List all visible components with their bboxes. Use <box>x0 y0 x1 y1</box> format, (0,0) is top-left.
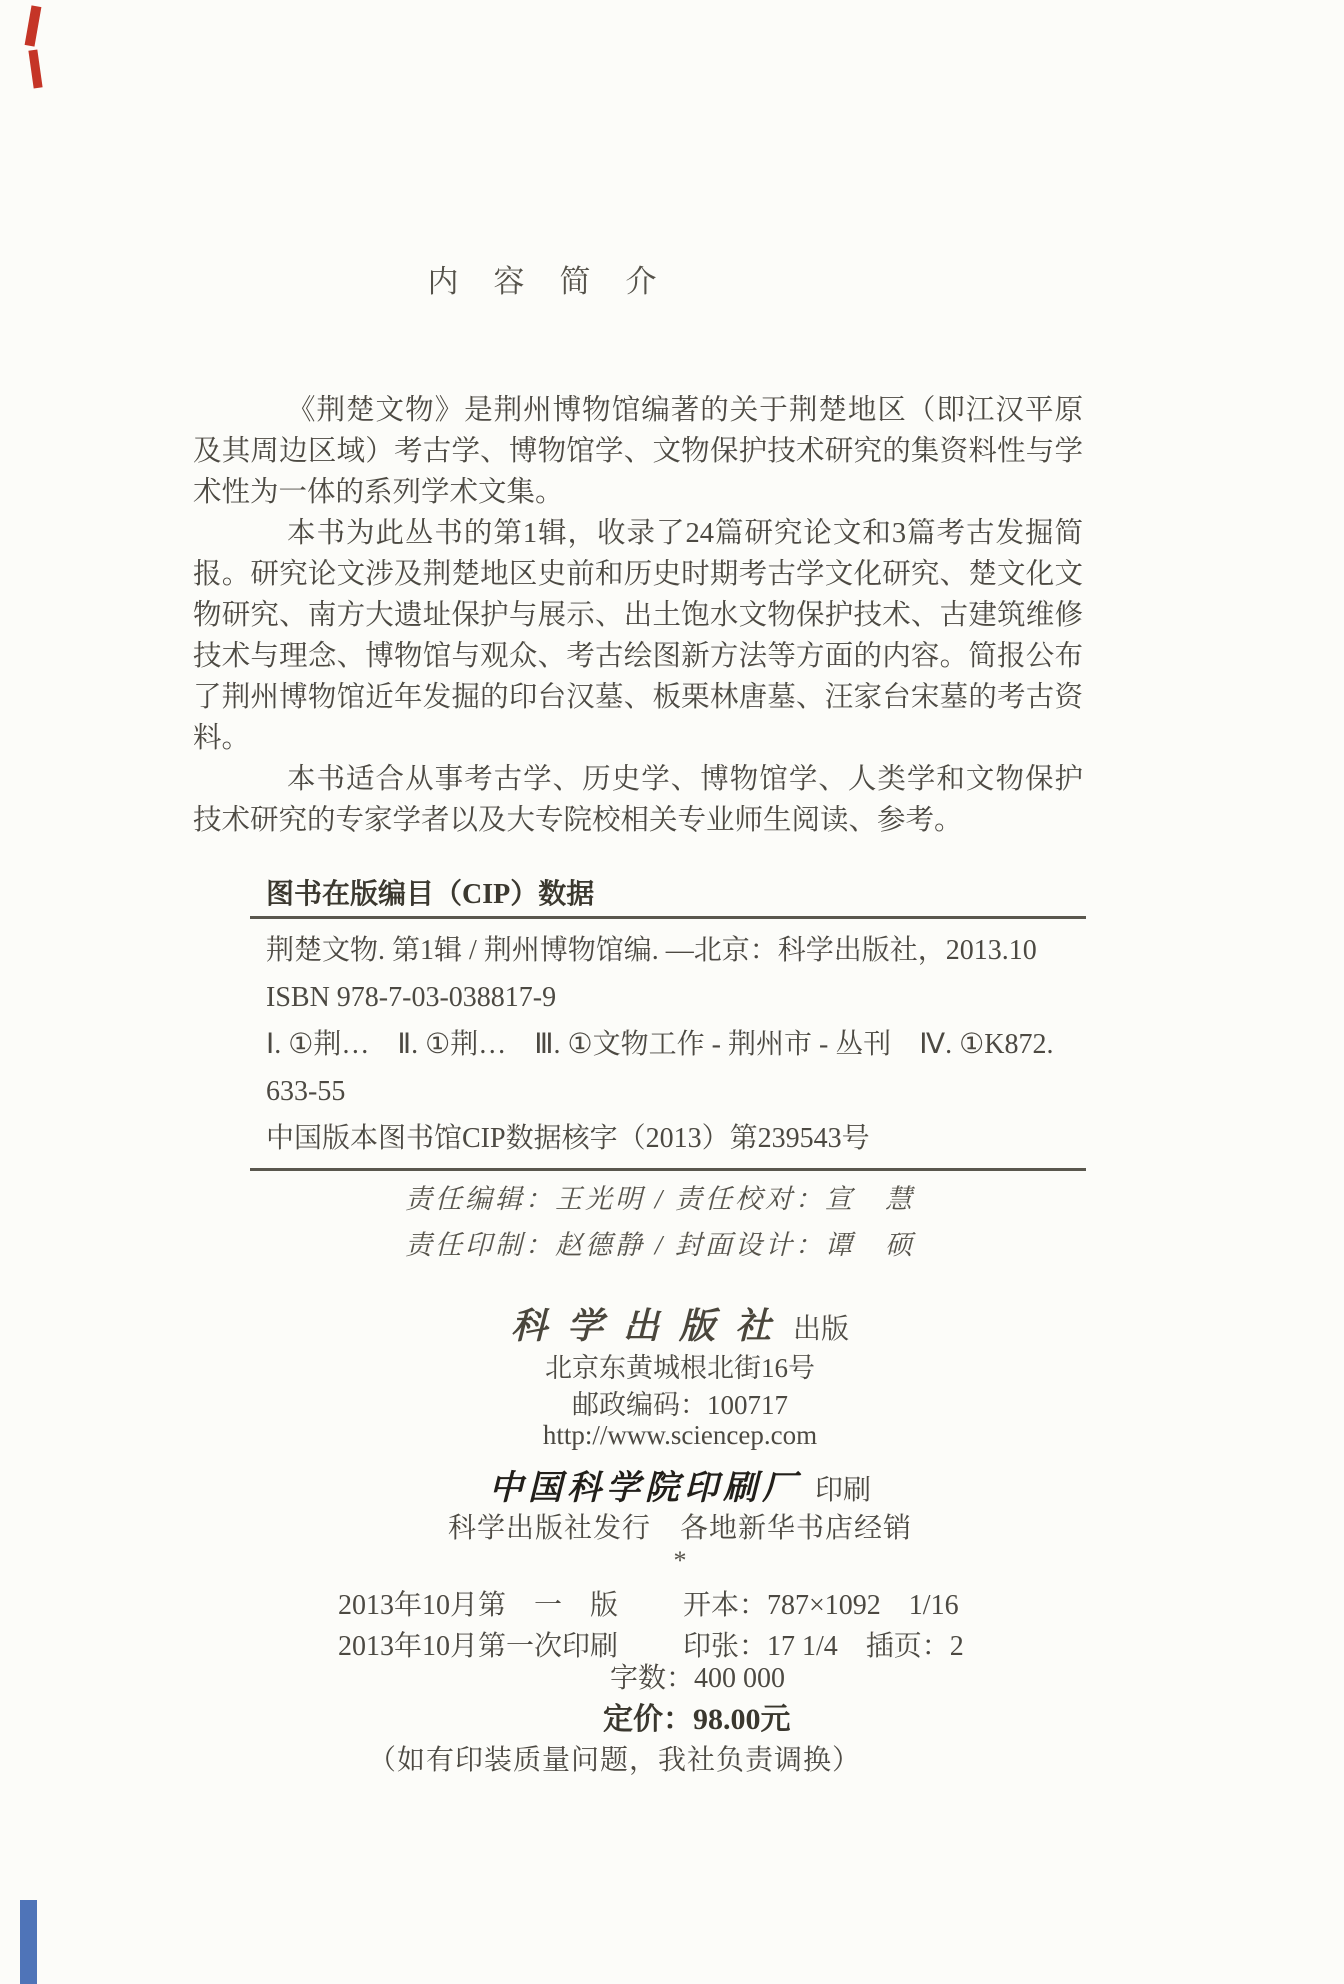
scan-artifact-blue-strip <box>20 1900 37 1984</box>
printing-date: 2013年10月第一次印刷 <box>338 1631 619 1662</box>
intro-paragraph: 本书适合从事考古学、历史学、博物馆学、人类学和文物保护技术研究的专家学者以及大专院校相关专业师生阅读、参考。 <box>193 764 1083 836</box>
publisher-logo-line <box>225 1298 1135 1346</box>
publisher-logo: 科学出版社 <box>510 1306 791 1346</box>
publisher-block <box>225 1298 1135 1582</box>
format-spec: 开本：787×1092 1/16 <box>683 1590 959 1621</box>
cip-bottom-rule <box>250 1168 1086 1171</box>
cip-data-block <box>250 872 1086 1171</box>
cip-top-rule <box>250 916 1086 919</box>
scan-artifact-red-mark <box>28 50 42 89</box>
price: 定价：98.00元 <box>603 1703 791 1736</box>
quality-note: （如有印装质量问题，我社负责调换） <box>368 1745 862 1776</box>
publisher-address: 北京东黄城根北街16号 <box>545 1353 815 1383</box>
separator-asterisk: * <box>673 1546 687 1575</box>
staff-editors-line: 责任编辑：王光明 / 责任校对：宣 慧 <box>404 1184 915 1214</box>
section-title: 内 容 简 介 <box>427 264 659 299</box>
cip-line: ISBN 978-7-03-038817-9 <box>266 982 557 1013</box>
intro-paragraph: 《荆楚文物》是荆州博物馆编著的关于荆楚地区（即江汉平原及其周边区域）考古学、博物馆学、文物保护技术研究的集资料性与学术性为一体的系列学术文集。 <box>193 395 1083 508</box>
intro-paragraph: 本书为此丛书的第1辑，收录了24篇研究论文和3篇考古发掘简报。研究论文涉及荆楚地区史前和历史时期考古学文化研究、楚文化文物研究、南方大遗址保护与展示、出土饱水文物保护技术、古建筑维修技术与理念、博物馆与观众、考古绘图新方法等方面的内容。简报公布了荆州博物馆近年发掘的印台汉墓、板栗林唐墓、汪家台宋墓的考古资料。 <box>193 518 1083 754</box>
cip-line: Ⅰ. ①荆… Ⅱ. ①荆… Ⅲ. ①文物工作 - 荆州市 - 丛刊 Ⅳ. ①K872. <box>266 1029 1054 1060</box>
cip-line: 荆楚文物. 第1辑 / 荆州博物馆编. —北京：科学出版社，2013.10 <box>266 935 1037 966</box>
publisher-website: http://www.sciencep.com <box>542 1420 818 1450</box>
print-label: 印刷 <box>814 1475 871 1506</box>
edition-date: 2013年10月第 一 版 <box>338 1590 619 1621</box>
printer-line <box>225 1460 1135 1506</box>
staff-credits <box>240 1176 1080 1268</box>
scan-artifact-red-mark <box>25 5 42 46</box>
sheets-spec: 印张：17 1/4 插页：2 <box>683 1631 964 1662</box>
cip-header: 图书在版编目（CIP）数据 <box>266 879 595 910</box>
staff-printing-line: 责任印制：赵德静 / 封面设计：谭 硕 <box>404 1230 915 1260</box>
cip-line: 中国版本图书馆CIP数据核字（2013）第239543号 <box>266 1123 870 1154</box>
printer-logo: 中国科学院印刷厂 <box>488 1470 801 1507</box>
cip-lines <box>250 927 1086 1162</box>
distribution-line: 科学出版社发行 各地新华书店经销 <box>447 1513 912 1544</box>
cip-line: 633-55 <box>266 1076 346 1107</box>
word-count: 字数：400 000 <box>610 1663 786 1694</box>
publisher-postcode: 邮政编码：100717 <box>572 1390 788 1420</box>
edition-row <box>0 1583 1344 1623</box>
content-introduction <box>193 390 1083 841</box>
publish-label: 出版 <box>793 1314 850 1345</box>
